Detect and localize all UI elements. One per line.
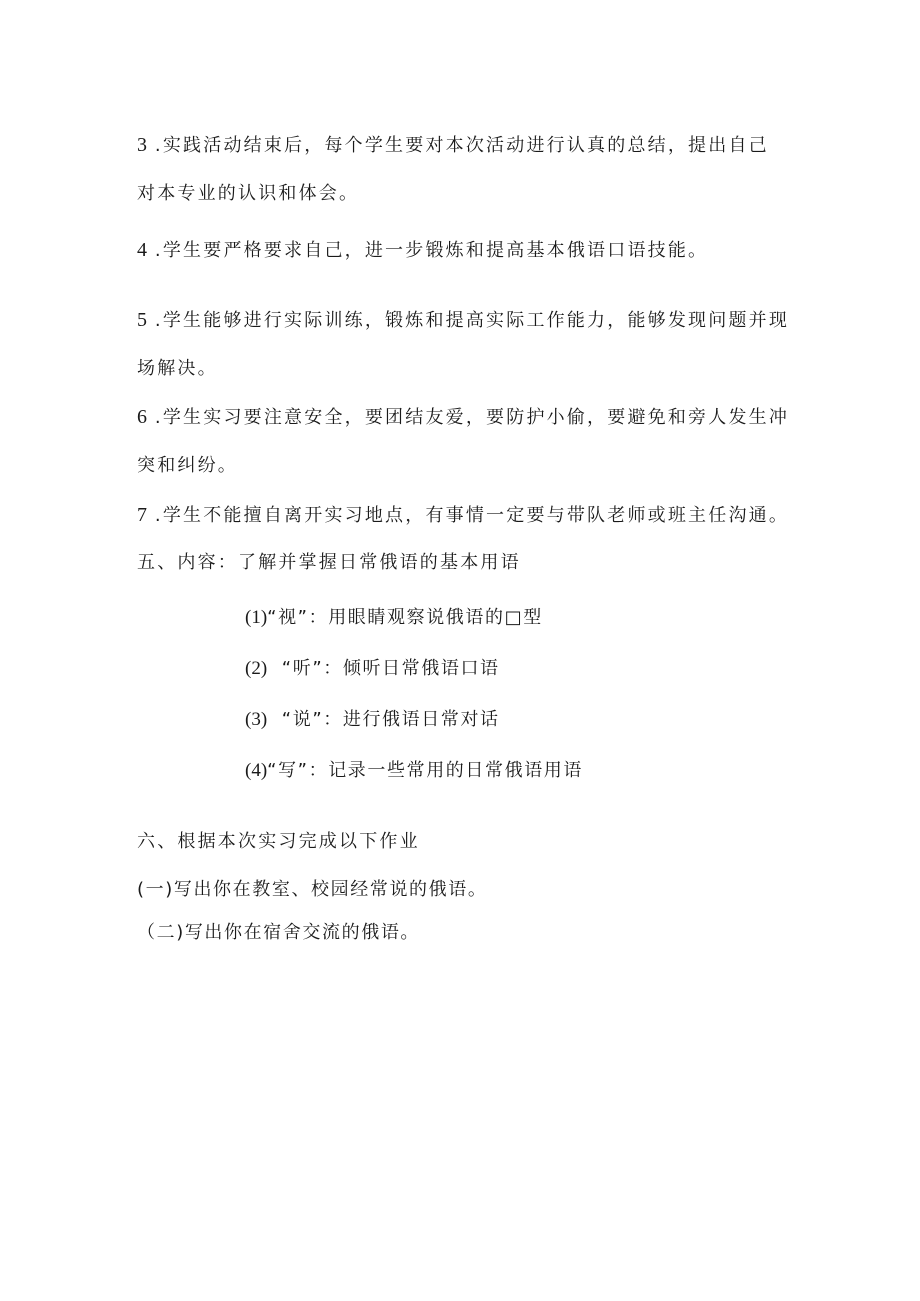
item-3-continuation: 对本专业的认识和体会。 [137,183,360,204]
item-6-continuation: 突和纠纷。 [137,455,238,476]
item-number: 5 [137,309,147,331]
item-5 [137,308,789,333]
item-text: .学生能够进行实际训练，锻炼和提高实际工作能力，能够发现问题并现 [147,310,790,331]
subitem-label: (4) [245,760,268,781]
item-4 [137,238,708,263]
item-3 [137,133,769,158]
content-subitem-2 [245,657,500,681]
subitem-label: (3) [245,709,268,730]
section-6-heading: 六、根据本次实习完成以下作业 [137,831,420,852]
item-number: 7 [137,504,147,526]
subitem-label: (1) [245,607,268,628]
item-number: 3 [137,134,147,156]
item-text: .学生不能擅自离开实习地点，有事情一定要与带队老师或班主任沟通。 [147,505,790,526]
content-subitem-4 [245,759,583,783]
content-subitem-1 [245,606,543,630]
item-text: .学生实习要注意安全，要团结友爱，要防护小偷，要避免和旁人发生冲 [147,407,790,428]
subitem-text: “听”：倾听日常俄语口语 [267,658,500,679]
subitem-label: (2) [245,658,268,679]
assignment-1: (一)写出你在教室、校园经常说的俄语。 [137,879,488,900]
item-5-continuation: 场解决。 [137,358,218,379]
item-7 [137,503,789,528]
section-5-heading: 五、内容：了解并掌握日常俄语的基本用语 [137,552,521,573]
item-number: 6 [137,406,147,428]
item-number: 4 [137,239,147,261]
item-text: .实践活动结束后，每个学生要对本次活动进行认真的总结，提出自己 [147,135,769,156]
item-text: .学生要严格要求自己，进一步锻炼和提高基本俄语口语技能。 [147,240,709,261]
content-subitem-3 [245,708,500,732]
subitem-text: “视”：用眼睛观察说俄语的□型 [267,607,543,628]
assignment-2: （二)写出你在宿舍交流的俄语。 [137,922,421,943]
item-6 [137,405,789,430]
subitem-text: “写”：记录一些常用的日常俄语用语 [267,760,584,781]
subitem-text: “说”：进行俄语日常对话 [267,709,500,730]
